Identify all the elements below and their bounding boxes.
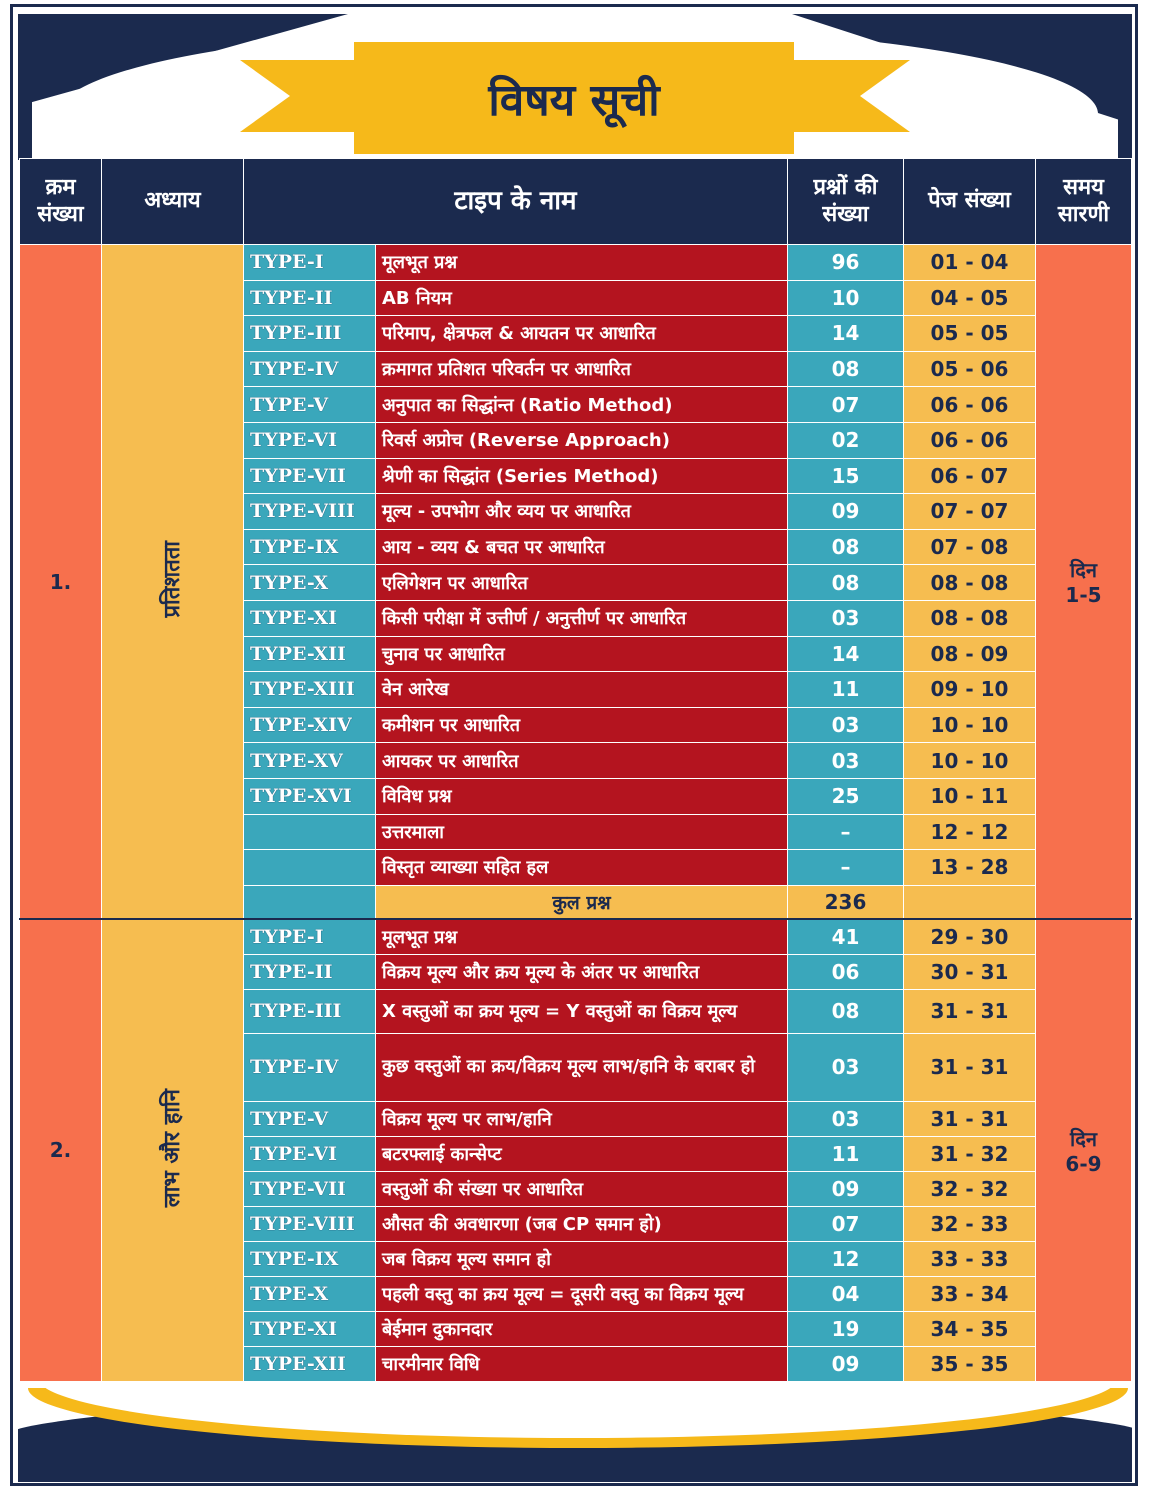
- page-range: 08 - 08: [904, 565, 1036, 601]
- type-label: TYPE-IX: [244, 1241, 376, 1276]
- type-name: मूलभूत प्रश्न: [376, 919, 788, 954]
- question-count: –: [788, 850, 904, 886]
- timetable-label: दिन: [1070, 558, 1097, 583]
- timetable-range: 6-9: [1065, 1151, 1102, 1176]
- page-range: 34 - 35: [904, 1311, 1036, 1346]
- page-range: 06 - 06: [904, 422, 1036, 458]
- type-name: आय - व्यय & बचत पर आधारित: [376, 529, 788, 565]
- side-bar-left: [18, 74, 32, 160]
- type-name: श्रेणी का सिद्धांत (Series Method): [376, 458, 788, 494]
- type-label: TYPE-IV: [244, 1033, 376, 1101]
- contents-table: [19, 158, 1132, 1382]
- chapter-name: प्रतिशतता: [159, 540, 185, 618]
- timetable-cell: [1036, 919, 1132, 1381]
- type-label: TYPE-IV: [244, 351, 376, 387]
- type-label: TYPE-XI: [244, 1311, 376, 1346]
- chapter-name-cell: [102, 919, 244, 1381]
- type-label: TYPE-VII: [244, 458, 376, 494]
- type-name: परिमाप, क्षेत्रफल & आयतन पर आधारित: [376, 316, 788, 352]
- question-count: 11: [788, 672, 904, 708]
- question-count: 08: [788, 351, 904, 387]
- type-name: चुनाव पर आधारित: [376, 636, 788, 672]
- table-row: [20, 245, 1132, 281]
- page-range: 33 - 33: [904, 1241, 1036, 1276]
- question-count: 03: [788, 1033, 904, 1101]
- question-count: 03: [788, 707, 904, 743]
- page-range: 10 - 10: [904, 743, 1036, 779]
- page-range: 13 - 28: [904, 850, 1036, 886]
- question-count: 07: [788, 1206, 904, 1241]
- type-label: TYPE-VIII: [244, 494, 376, 530]
- question-count: 19: [788, 1311, 904, 1346]
- timetable-range: 1-5: [1065, 583, 1102, 608]
- page-range: 31 - 31: [904, 989, 1036, 1033]
- type-label: TYPE-II: [244, 954, 376, 989]
- question-count: –: [788, 814, 904, 850]
- total-pages-empty: [904, 885, 1036, 919]
- type-label: TYPE-IX: [244, 529, 376, 565]
- page-range: 04 - 05: [904, 280, 1036, 316]
- question-count: 14: [788, 316, 904, 352]
- page-range: 32 - 32: [904, 1171, 1036, 1206]
- page-range: 08 - 09: [904, 636, 1036, 672]
- question-count: 09: [788, 1171, 904, 1206]
- question-count: 15: [788, 458, 904, 494]
- chapter-name-cell: [102, 245, 244, 920]
- question-count: 25: [788, 778, 904, 814]
- type-label: TYPE-I: [244, 245, 376, 281]
- header-questions: प्रश्नों की संख्या: [788, 159, 904, 245]
- type-name: जब विक्रय मूल्य समान हो: [376, 1241, 788, 1276]
- question-count: 04: [788, 1276, 904, 1311]
- type-name: बटरफ्लाई कान्सेप्ट: [376, 1136, 788, 1171]
- type-name: बेईमान दुकानदार: [376, 1311, 788, 1346]
- question-count: 09: [788, 1346, 904, 1381]
- table-row: [20, 919, 1132, 954]
- page-range: 05 - 05: [904, 316, 1036, 352]
- type-name: कुछ वस्तुओं का क्रय/विक्रय मूल्य लाभ/हानि के बराबर हो: [376, 1033, 788, 1101]
- question-count: 11: [788, 1136, 904, 1171]
- type-label: TYPE-VIII: [244, 1206, 376, 1241]
- chapter-name: लाभ और हानि: [159, 1088, 185, 1208]
- type-name: विविध प्रश्न: [376, 778, 788, 814]
- type-name: मूल्य - उपभोग और व्यय पर आधारित: [376, 494, 788, 530]
- type-name: रिवर्स अप्रोच (Reverse Approach): [376, 422, 788, 458]
- type-name: अनुपात का सिद्धांन्त (Ratio Method): [376, 387, 788, 423]
- type-label: TYPE-II: [244, 280, 376, 316]
- header-row: [20, 159, 1132, 245]
- type-name: पहली वस्तु का क्रय मूल्य = दूसरी वस्तु का विक्रय मूल्य: [376, 1276, 788, 1311]
- type-label: TYPE-I: [244, 919, 376, 954]
- chapter-number: 2.: [20, 919, 102, 1381]
- page-range: 01 - 04: [904, 245, 1036, 281]
- type-label: TYPE-XII: [244, 1346, 376, 1381]
- page-range: 33 - 34: [904, 1276, 1036, 1311]
- page-range: 08 - 08: [904, 600, 1036, 636]
- footer-banner: [18, 1388, 1132, 1482]
- type-label: TYPE-X: [244, 565, 376, 601]
- question-count: 07: [788, 387, 904, 423]
- type-name: X वस्तुओं का क्रय मूल्य = Y वस्तुओं का विक्रय मूल्य: [376, 989, 788, 1033]
- type-name: चारमीनार विधि: [376, 1346, 788, 1381]
- type-name: मूलभूत प्रश्न: [376, 245, 788, 281]
- type-label: TYPE-VI: [244, 422, 376, 458]
- type-label: [244, 814, 376, 850]
- type-label: TYPE-XIV: [244, 707, 376, 743]
- page-range: 12 - 12: [904, 814, 1036, 850]
- question-count: 03: [788, 743, 904, 779]
- question-count: 08: [788, 529, 904, 565]
- type-name: कमीशन पर आधारित: [376, 707, 788, 743]
- question-count: 08: [788, 565, 904, 601]
- page-range: 06 - 06: [904, 387, 1036, 423]
- timetable-cell: [1036, 245, 1132, 920]
- header-chapter: अध्याय: [102, 159, 244, 245]
- page-range: 31 - 31: [904, 1033, 1036, 1101]
- type-label: TYPE-V: [244, 1101, 376, 1136]
- question-count: 06: [788, 954, 904, 989]
- type-label: TYPE-XVI: [244, 778, 376, 814]
- type-label: TYPE-V: [244, 387, 376, 423]
- page-range: 10 - 11: [904, 778, 1036, 814]
- type-name: वस्तुओं की संख्या पर आधारित: [376, 1171, 788, 1206]
- question-count: 08: [788, 989, 904, 1033]
- header-type-name: टाइप के नाम: [244, 159, 788, 245]
- type-name: औसत की अवधारणा (जब CP समान हो): [376, 1206, 788, 1241]
- page-range: 31 - 32: [904, 1136, 1036, 1171]
- page-range: 05 - 06: [904, 351, 1036, 387]
- type-name: आयकर पर आधारित: [376, 743, 788, 779]
- page-range: 30 - 31: [904, 954, 1036, 989]
- page-range: 06 - 07: [904, 458, 1036, 494]
- page-range: 07 - 08: [904, 529, 1036, 565]
- page-range: 07 - 07: [904, 494, 1036, 530]
- page-range: 35 - 35: [904, 1346, 1036, 1381]
- question-count: 10: [788, 280, 904, 316]
- header-timetable: समय सारणी: [1036, 159, 1132, 245]
- type-name: विक्रय मूल्य पर लाभ/हानि: [376, 1101, 788, 1136]
- type-name: AB नियम: [376, 280, 788, 316]
- header-banner: [18, 14, 1132, 160]
- type-label: TYPE-XII: [244, 636, 376, 672]
- question-count: 03: [788, 1101, 904, 1136]
- question-count: 02: [788, 422, 904, 458]
- header-pages: पेज संख्या: [904, 159, 1036, 245]
- type-name: एलिगेशन पर आधारित: [376, 565, 788, 601]
- type-label: TYPE-XIII: [244, 672, 376, 708]
- question-count: 14: [788, 636, 904, 672]
- page-range: 32 - 33: [904, 1206, 1036, 1241]
- total-count: 236: [788, 885, 904, 919]
- question-count: 03: [788, 600, 904, 636]
- type-label: [244, 850, 376, 886]
- type-label: TYPE-XV: [244, 743, 376, 779]
- type-label: TYPE-VI: [244, 1136, 376, 1171]
- table-body: [20, 245, 1132, 1382]
- total-label: कुल प्रश्न: [376, 885, 788, 919]
- question-count: 41: [788, 919, 904, 954]
- type-label: TYPE-X: [244, 1276, 376, 1311]
- chapter-number: 1.: [20, 245, 102, 920]
- page-title: विषय सूची: [488, 75, 660, 126]
- total-spacer: [244, 885, 376, 919]
- page-range: 29 - 30: [904, 919, 1036, 954]
- type-name: क्रमागत प्रतिशत परिवर्तन पर आधारित: [376, 351, 788, 387]
- type-label: TYPE-XI: [244, 600, 376, 636]
- type-name: विक्रय मूल्य और क्रय मूल्य के अंतर पर आधारित: [376, 954, 788, 989]
- page-range: 31 - 31: [904, 1101, 1036, 1136]
- type-name: विस्तृत व्याख्या सहित हल: [376, 850, 788, 886]
- page-range: 10 - 10: [904, 707, 1036, 743]
- timetable-label: दिन: [1070, 1126, 1097, 1151]
- page-range: 09 - 10: [904, 672, 1036, 708]
- type-name: वेन आरेख: [376, 672, 788, 708]
- question-count: 12: [788, 1241, 904, 1276]
- header-sno: क्रम संख्या: [20, 159, 102, 245]
- side-bar-right: [1118, 74, 1132, 160]
- question-count: 09: [788, 494, 904, 530]
- type-name: उत्तरमाला: [376, 814, 788, 850]
- question-count: 96: [788, 245, 904, 281]
- type-name: किसी परीक्षा में उत्तीर्ण / अनुत्तीर्ण पर आधारित: [376, 600, 788, 636]
- type-label: TYPE-III: [244, 316, 376, 352]
- type-label: TYPE-III: [244, 989, 376, 1033]
- type-label: TYPE-VII: [244, 1171, 376, 1206]
